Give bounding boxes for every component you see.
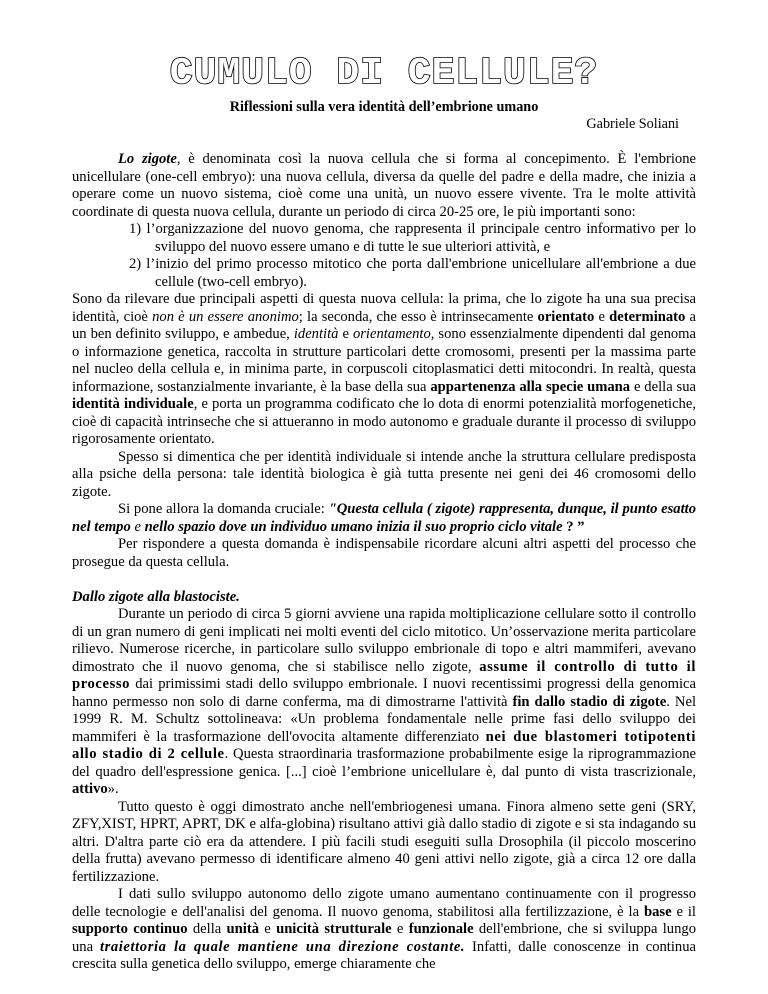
author-name: Gabriele Soliani: [586, 116, 679, 132]
paragraph-moltiplicazione: Durante un periodo di circa 5 giorni avviene una rapida moltiplicazione cellulare sotto il controllo di un gran numero di geni implicati nei molti eventi del ciclo mitotico. Un’osservazione merita particolare rilievo. Numerose ricerche, in particolare sullo sviluppo embrionale di topo e altri mammiferi, avevano dimostrato che il nuovo genoma, che si stabilisce nello zigote, assume il controllo di tutto il processo dai primissimi stadi dello sviluppo embrionale. I nuovi recentissimi progressi della genomica hanno permesso non solo di darne conferma, ma di dimostrarne l'attività fin dallo stadio di zigote. Nel 1999 R. M. Schultz sottolineava: «Un problema fondamentale nelle prime fasi dello sviluppo dei mammiferi è la trasformazione dell'ovocita altamente differenziato nei due blastomeri totipotenti allo stadio di 2 cellule. Questa straordinaria trasformazione probabilmente esige la riprogrammazione del quadro dell'espressione genica. [...] cioè l’embrione unicellulare è, dal punto di vista trascrizionale, attivo».: [72, 606, 696, 797]
paragraph-domanda: Si pone allora la domanda cruciale: "Questa cellula ( zigote) rappresenta, dunque, il punto esatto nel tempo e nello spazio dove un individuo umano inizia il suo proprio ciclo vitale ? ”: [72, 501, 696, 535]
list-item: 2) l’inizio del primo processo mitotico che porta dall'embrione unicellulare all'embrione a due cellule (two-cell embryo).: [129, 256, 696, 290]
paragraph-zigote: Lo zigote, è denominata così la nuova cellula che si forma al concepimento. È l'embrione unicellulare (one-cell embryo): una nuova cellula, diversa da quelle del padre e della madre, che inizia a operare come un nuovo sistema, cioè come una unità, un nuovo essere vivente. Tra le molte attività coordinate di questa nuova cellula, durante un periodo di circa 20-25 ore, le più importanti sono:: [72, 151, 696, 220]
paragraph-risposta: Per rispondere a questa domanda è indispensabile ricordare alcuni altri aspetti del processo che prosegue da questa cellula.: [72, 536, 696, 570]
section-heading: Dallo zigote alla blastociste.: [72, 588, 240, 605]
paragraph-aspetti: Sono da rilevare due principali aspetti di questa nuova cellula: la prima, che lo zigote ha una sua precisa identità, cioè non è un essere anonimo; la seconda, che esso è intrinsecamente orientato e determinato a un ben definito sviluppo, e ambedue, identità e orientamento, sono essenzialmente dipendenti dal genoma o informazione genetica, raccolta in strutture particolari dette cromosomi, presenti per la massima parte nel nucleo della cellula e, in minima parte, in corpuscoli citoplasmatici detti mitocondri. In realtà, questa informazione, sostanzialmente invariante, è la base della sua appartenenza alla specie umana e della sua identità individuale, e porta un programma codificato che lo dota di enormi potenzialità morfogenetiche, cioè di capacità intrinseche che si attueranno in modo autonomo e graduale durante il processo di sviluppo rigorosamente orientato.: [72, 291, 696, 447]
paragraph-sviluppo: I dati sullo sviluppo autonomo dello zigote umano aumentano continuamente con il progresso delle tecnologie e dell'analisi del genoma. Il nuovo genoma, stabilitosi alla fertilizzazione, è la base e il supporto continuo della unità e unicità strutturale e funzionale dell'embrione, che si sviluppa lungo una traiettoria la quale mantiene una direzione costante. Infatti, dalle conoscenze in continua crescita sulla genetica dello sviluppo, emerge chiaramente che: [72, 886, 696, 972]
lead-term: Lo zigote: [118, 151, 177, 167]
document-title: CUMULO DI CELLULE?: [169, 52, 599, 95]
document-subtitle: Riflessioni sulla vera identità dell’embrione umano: [229, 99, 539, 115]
paragraph-identita: Spesso si dimentica che per identità individuale si intende anche la struttura cellulare predisposta alla psiche della persona: tale identità biologica è già tutta presente nei geni dei 46 cromosomi dello zigote.: [72, 448, 696, 500]
document-body: [72, 151, 696, 974]
list-item: 1) l’organizzazione del nuovo genoma, che rappresenta il principale centro informativo per lo sviluppo del nuovo essere umano e di tutte le sue ulteriori attività, e: [129, 221, 696, 255]
paragraph-embriogenesi: Tutto questo è oggi dimostrato anche nell'embriogenesi umana. Finora almeno sette geni (SRY, ZFY,XIST, HPRT, APRT, DK e alfa-globina) risultano attivi già dallo stadio di zigote e si sta indagando su altri. D'altra parte ciò era da attendere. I più facili studi eseguiti sulla Drosophila (il piccolo moscerino della frutta) avevano permesso di identificare almeno 40 geni attivi nello zigote, già a circa 12 ore dalla fertilizzazione.: [72, 798, 696, 885]
numbered-list: [72, 221, 696, 291]
